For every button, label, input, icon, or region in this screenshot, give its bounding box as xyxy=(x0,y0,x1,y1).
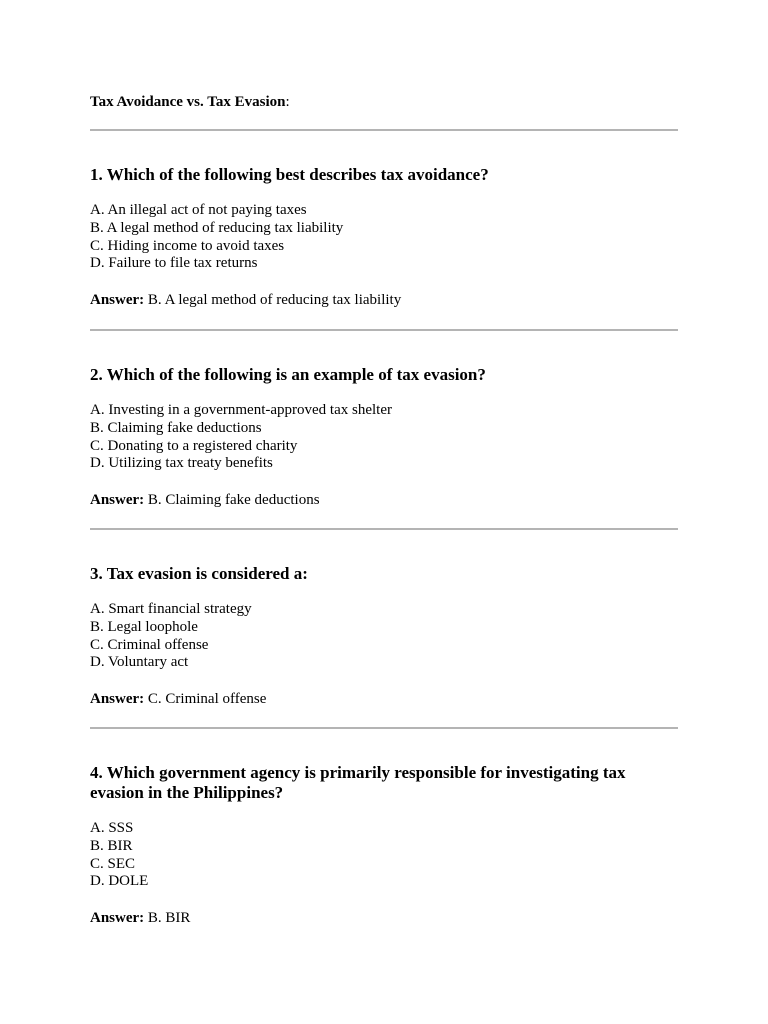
option-a: A. Investing in a government-approved tax shelter xyxy=(90,402,392,418)
question-block-3 xyxy=(90,530,678,727)
document-page xyxy=(90,93,678,927)
answer-value: B. BIR xyxy=(147,910,191,927)
option-b: B. Claiming fake deductions xyxy=(90,419,262,436)
option-a: A. SSS xyxy=(90,820,134,836)
answer-label: Answer: xyxy=(90,910,145,927)
answer-line xyxy=(90,891,678,927)
question-text: 1. Which of the following best describes tax avoidance? xyxy=(90,165,489,184)
answer-line xyxy=(90,672,678,708)
option-c: C. Hiding income to avoid taxes xyxy=(90,237,285,254)
title-text: Tax Avoidance vs. Tax Evasion xyxy=(90,94,286,110)
answer-label: Answer: xyxy=(90,492,145,509)
option-list xyxy=(90,584,678,672)
option-d: D. DOLE xyxy=(90,873,149,890)
answer-value: C. Criminal offense xyxy=(147,691,267,708)
option-d: D. Utilizing tax treaty benefits xyxy=(90,455,273,472)
option-b: B. A legal method of reducing tax liability xyxy=(90,219,344,236)
question-block-4 xyxy=(90,729,678,927)
answer-line xyxy=(90,473,678,509)
option-list xyxy=(90,185,678,273)
question-block-1 xyxy=(90,131,678,329)
option-a: A. An illegal act of not paying taxes xyxy=(90,202,307,218)
answer-line xyxy=(90,273,678,309)
option-list xyxy=(90,385,678,473)
question-text: 3. Tax evasion is considered a: xyxy=(90,564,308,583)
option-c: C. Donating to a registered charity xyxy=(90,437,298,454)
option-c: C. SEC xyxy=(90,855,136,872)
option-list xyxy=(90,803,678,891)
option-a: A. Smart financial strategy xyxy=(90,601,252,617)
option-d: D. Voluntary act xyxy=(90,654,189,671)
question-text: 4. Which government agency is primarily responsible for investigating tax evasion in the Philippines? xyxy=(90,763,626,802)
option-c: C. Criminal offense xyxy=(90,636,209,653)
option-b: B. Legal loophole xyxy=(90,618,198,635)
option-d: D. Failure to file tax returns xyxy=(90,255,258,272)
option-b: B. BIR xyxy=(90,837,133,854)
document-title xyxy=(90,93,678,111)
answer-label: Answer: xyxy=(90,691,145,708)
title-suffix: : xyxy=(285,94,290,110)
question-text: 2. Which of the following is an example of tax evasion? xyxy=(90,365,486,384)
answer-value: B. A legal method of reducing tax liability xyxy=(147,292,402,309)
question-block-2 xyxy=(90,331,678,528)
answer-label: Answer: xyxy=(90,292,145,309)
answer-value: B. Claiming fake deductions xyxy=(147,492,320,509)
